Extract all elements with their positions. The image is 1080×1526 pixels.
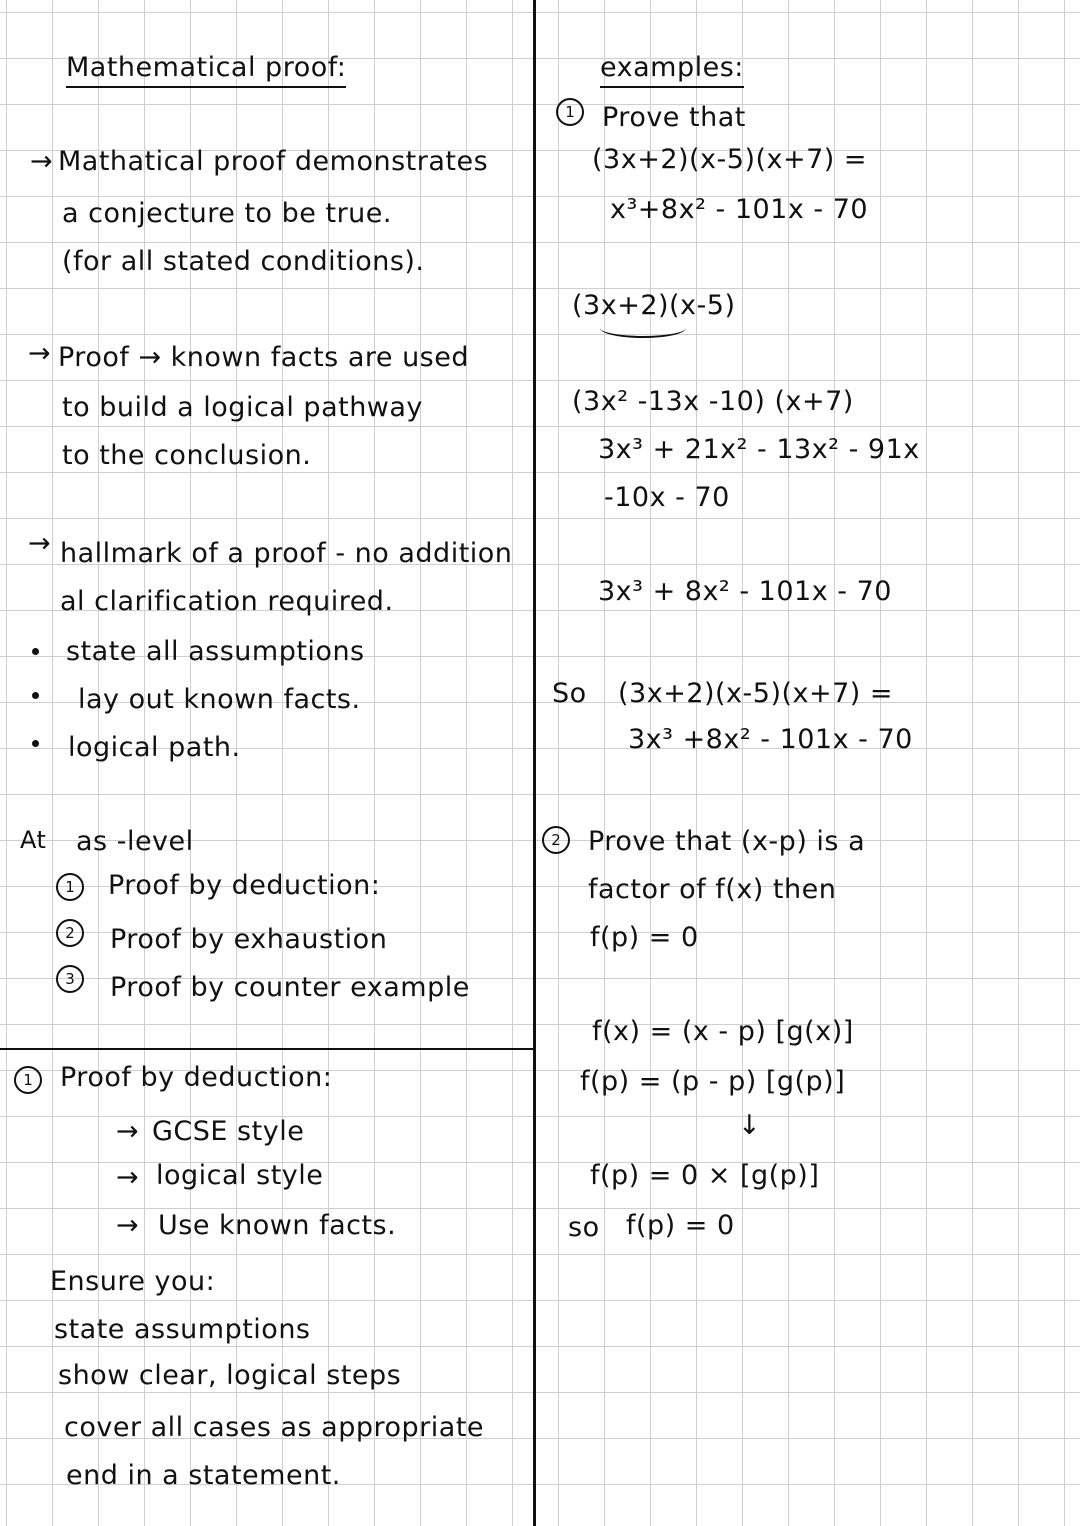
bullet-2: lay out known facts. (78, 684, 361, 715)
ex2-line1: Prove that (x-p) is a (588, 826, 866, 857)
p2-line2: to build a logical pathway (62, 392, 423, 423)
sec-item-1: GCSE style (152, 1116, 305, 1147)
step2-line2: 3x³ + 21x² - 13x² - 91x (598, 434, 920, 465)
bullet-1: state all assumptions (66, 636, 365, 667)
ex1-prompt: Prove that (602, 102, 746, 133)
level-heading: as -level (76, 826, 194, 857)
p2-line1: Proof → known facts are used (58, 342, 469, 373)
so1-line1: (3x+2)(x-5)(x+7) = (618, 678, 894, 709)
ex2-line2: factor of f(x) then (588, 874, 837, 905)
section-divider (0, 1048, 535, 1050)
number-circle: 1 (56, 873, 84, 901)
p1-line1: Mathatical proof demonstrates (58, 146, 489, 177)
ex2-step2: f(p) = (p - p) [g(p)] (580, 1066, 846, 1097)
ex2-step1: f(x) = (x - p) [g(x)] (592, 1016, 854, 1047)
down-arrow-icon: ↓ (738, 1110, 762, 1141)
method-3: Proof by counter example (110, 972, 470, 1003)
ensure-line-1: Ensure you: (50, 1266, 216, 1297)
so-label: So (552, 678, 587, 709)
p3-line1: hallmark of a proof - no addition (60, 538, 513, 569)
step-expand: (3x+2)(x-5) (572, 290, 736, 321)
step3: 3x³ + 8x² - 101x - 70 (598, 576, 892, 607)
method-1: Proof by deduction: (108, 870, 381, 901)
ex1-statement: (3x+2)(x-5)(x+7) = (592, 144, 868, 175)
so1-line2: 3x³ +8x² - 101x - 70 (628, 724, 913, 755)
bullet-dot (32, 692, 39, 699)
sec-item-2: logical style (156, 1160, 324, 1191)
bullet-dot (32, 648, 39, 655)
ex1-rhs: x³+8x² - 101x - 70 (610, 194, 869, 225)
ensure-line-3: show clear, logical steps (58, 1360, 402, 1391)
section-title: Proof by deduction: (60, 1062, 333, 1093)
ensure-line-2: state assumptions (54, 1314, 311, 1345)
arrow-icon: → (30, 146, 54, 177)
step2-line3: -10x - 70 (604, 482, 730, 513)
bullet-3: logical path. (68, 732, 241, 763)
ensure-line-5: end in a statement. (66, 1460, 341, 1491)
center-divider (533, 0, 536, 1526)
method-2: Proof by exhaustion (110, 924, 388, 955)
ensure-line-4: cover all cases as appropriate (64, 1412, 485, 1443)
underbrace (600, 318, 686, 338)
arrow-icon: → (116, 1210, 140, 1241)
number-circle: 1 (14, 1066, 42, 1094)
arrow-icon: → (28, 528, 52, 559)
arrow-icon: → (28, 338, 52, 369)
p2-line3: to the conclusion. (62, 440, 312, 471)
ex2-conclusion: f(p) = 0 (626, 1210, 735, 1241)
ex2-line3: f(p) = 0 (590, 922, 699, 953)
sec-item-3: Use known facts. (158, 1210, 397, 1241)
so-label: so (568, 1212, 600, 1243)
examples-title: examples: (600, 52, 744, 88)
number-circle: 1 (556, 98, 584, 126)
arrow-icon: → (116, 1162, 140, 1193)
arrow-icon: → (116, 1116, 140, 1147)
ex2-step3: f(p) = 0 × [g(p)] (590, 1160, 820, 1191)
bullet-dot (32, 740, 39, 747)
step2-line1: (3x² -13x -10) (x+7) (572, 386, 854, 417)
p1-line3: (for all stated conditions). (62, 246, 425, 277)
number-circle: 2 (56, 919, 84, 947)
level-label: At (20, 826, 47, 854)
number-circle: 3 (56, 965, 84, 993)
page-title: Mathematical proof: (66, 52, 346, 88)
p1-line2: a conjecture to be true. (62, 198, 392, 229)
p3-line2: al clarification required. (60, 586, 394, 617)
number-circle: 2 (542, 826, 570, 854)
